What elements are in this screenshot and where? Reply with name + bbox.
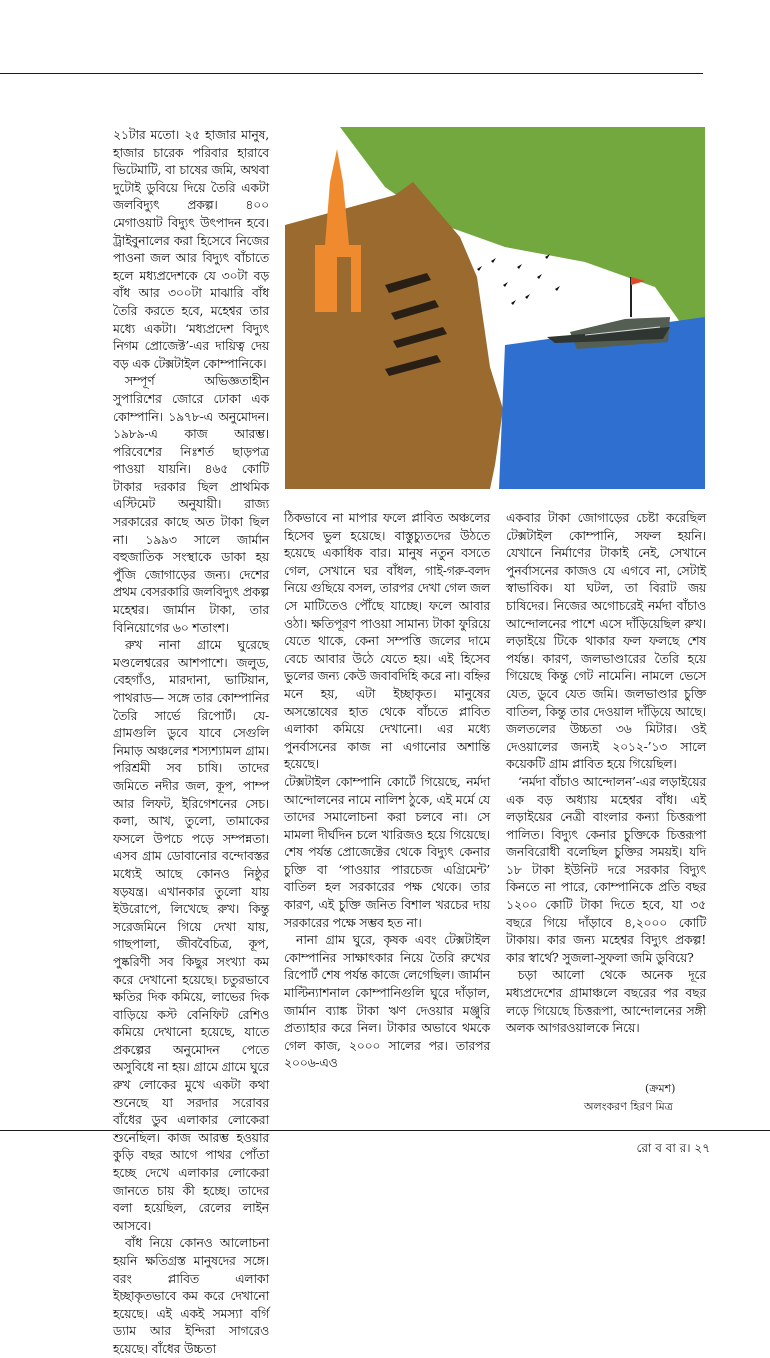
boat-icon	[547, 277, 670, 349]
paragraph: একবার টাকা জোগাড়ের চেষ্টা করেছিল টেক্সটাইল কোম্পানি, সফল হয়নি। যেখানে নির্মাণের টাকাই নেই, সেখানে পুনর্বাসনের কাজও যে এগবে না, সেটাই স্বাভাবিক। যা ঘটল, তা বিরাট জয় চাষিদের। নিজের অগোচরেই নর্মদা বাঁচাও আন্দোলনের পাশে এসে দাঁড়িয়েছিল রুখ। লড়াইয়ে টিকে থাকার ফল ফলছে শেষ পর্যন্ত। কারণ, জলভাণ্ডারের তৈরি হয়ে গিয়েছে কিন্তু গেট নামেনি। নামলে ভেসে যেত, ডুবে যেত জমি। জলভাণ্ডার চুক্তি বাতিল, কিন্তু তার দেওয়াল দাঁড়িয়ে আছে। জলতলের উচ্চতা ৩৬ মিটার। ওই দেওয়ালের জন্যই ২০১২-’১৩ সালে কয়েকটি গ্রাম প্লাবিত হয়ে গিয়েছিল।	[506, 510, 706, 772]
page-folio: রো ব বা র। ২৭	[636, 1141, 710, 1155]
paragraph: রুখ নানা গ্রামে ঘুরেছে মণ্ডলেশ্বরের আশপাশে। জলুড, বেহগাঁও, মারদানা, ভাটিয়ান, পাথরাড— সঙ্গে তার কোম্পানির তৈরি সার্ভে রিপোর্ট। যে-গ্রামগুলি ডুবে যাবে সেগুলি নিমাড় অঞ্চলের শস্যশ্যামল গ্রাম। পরিশ্রমী সব চাষি। তাদের জমিতে নদীর জল, কূপ, পাম্প আর লিফট, ইরিগেশনের সেচ। কলা, আখ, তুলো, তামাকের ফসলে উপচে পড়ে সম্পন্নতা। এসব গ্রাম ডোবানোর বন্দোবস্তর মধ্যেই আছে কোনও নিষ্ঠুর ষড়যন্ত্র। এখানকার তুলো যায় ইউরোপে, লিখেছে রুখ। কিন্তু সরেজমিনে গিয়ে দেখা যায়, গাছপালা, জীববৈচিত্র, কূপ, পুষ্করিণী সব কিছুর সংখ্যা কম করে দেখানো হয়েছে। চতুরভাবে ক্ষতির দিক কমিয়ে, লাভের দিক বাড়িয়ে কস্ট বেনিফিট রেশিও কমিয়ে দেখানো হয়েছে, যাতে প্রকল্পের অনুমোদন পেতে অসুবিধে না হয়। গ্রামে গ্রামে ঘুরে রুখ লোকের মুখে একটা কথা শুনেছে যা সরদার সরোবর বাঁধের ডুব এলাকার লোকেরা শুনেছিল। কাজ আরম্ভ হওয়ার কুড়ি বছর আগে পাথর পোঁতা হচ্ছে দেখে এলাকার লোকেরা জানতে চায় কী হচ্ছে। তাদের বলা হয়েছিল, রেলের লাইন আসবে।	[113, 637, 269, 1233]
birds-icon	[477, 254, 560, 305]
to-be-continued-note: (ক্রমশ)	[645, 1082, 676, 1095]
paragraph: ‘নর্মদা বাঁচাও আন্দোলন’-এর লড়াইয়ের এক বড় অধ্যায় মহেশ্বর বাঁধ। এই লড়াইয়ের নেত্রী বাংলার কন্যা চিত্তরূপা পালিত। বিদ্যুৎ কেনার চুক্তিকে চিত্তরূপা জনবিরোধী বলেছিল চুক্তির সময়ই। যদি ১৮ টাকা ইউনিট দরে সরকার বিদ্যুৎ কিনতে না পারে, কোম্পানিকে প্রতি বছর ১২০০ কোটি টাকা দিতে হবে, যা ৩৫ বছরে গিয়ে দাঁড়াবে ৪,২০০০ কোটি টাকায়। কার জন্য মহেশ্বর বিদ্যুৎ প্রকল্প! কার স্বার্থে? সুজলা-সুফলা জমি ডুবিয়ে?	[506, 773, 706, 965]
paragraph: বাঁধ নিয়ে কোনও আলোচনা হয়নি ক্ষতিগ্রস্ত মানুষদের সঙ্গে। বরং প্লাবিত এলাকা ইচ্ছাকৃতভাবে কম করে দেখানো হয়েছে। এই একই সমস্যা বর্গি ড্যাম আর ইন্দিরা সাগরেও হয়েছে। বাঁধের উচ্চতা	[113, 1235, 269, 1356]
article-column-1	[113, 126, 269, 1356]
illustrator-credit: অলংকরণ হিরণ মিত্র	[584, 1100, 673, 1113]
paragraph: নানা গ্রাম ঘুরে, কৃষক এবং টেক্সটাইল কোম্পানির সাক্ষাৎকার নিয়ে তৈরি রুখের রিপোর্ট শেষ পর্যন্ত কাজে লেগেছিল। জার্মান মাল্টিন্যাশনাল কোম্পানিগুলি ঘুরে দাঁড়াল, জার্মান ব্যাঙ্ক টাকা ঋণ দেওয়ার মঞ্জুরি প্রত্যাহার করে নিল। টাকার অভাবে থমকে গেল কাজ, ২০০০ সালের পর। তারপর ২০০৬-এও	[284, 932, 490, 1071]
top-rule	[0, 73, 703, 74]
paragraph: চড়া আলো থেকে অনেক দূরে মধ্যপ্রদেশের গ্রামাঞ্চলে বছরের পর বছর লড়ে গিয়েছে চিত্তরূপা, আন্দোলনের সঙ্গী অলক আগরওয়ালকে নিয়ে।	[506, 967, 706, 1036]
article-column-3	[506, 509, 706, 1079]
paragraph: ঠিকভাবে না মাপার ফলে প্লাবিত অঞ্চলের হিসেব ভুল হয়েছে। বাস্তুচ্যুতদের উঠতে হয়েছে একাধিক বার। মানুষ নতুন বসতে গেল, সেখানে ঘর বাঁধল, গাই-গরু-বলদ নিয়ে গুছিয়ে বসল, তারপর দেখা গেল জল সে মাটিতেও পৌঁছে যাচ্ছে। ফলে আবার ওঠা। ক্ষতিপূরণ পাওয়া সামান্য টাকা ফুরিয়ে যেতে থাকে, কেনা সম্পত্তি জলের দামে বেচে আবার উঠে যেতে হয়। এই হিসেব ভুলের জন্য কেউ জবাবদিহি করে না। বহ্নির মনে হয়, এটা ইচ্ছাকৃত। মানুষের অসন্তোষের হাত থেকে বাঁচতে প্লাবিত এলাকা কমিয়ে দেখানো। এর মধ্যে পুনর্বাসনের কাজ না এগানোর অশান্তি হয়েছে।	[284, 510, 490, 772]
article-column-2	[284, 509, 490, 1129]
paragraph: টেক্সটাইল কোম্পানি কোর্টে গিয়েছে, নর্মদা আন্দোলনের নামে নালিশ ঠুকে, এই মর্মে যে তাদের সমালোচনা করা চলবে না। সে মামলা দীর্ঘদিন চলে খারিজও হয়ে গিয়েছে। শেষ পর্যন্ত প্রোজেক্টের থেকে বিদ্যুৎ কেনার চুক্তি বা ‘পাওয়ার পারচেজ এগ্রিমেন্ট’ বাতিল হল সরকারের পক্ষ থেকে। তার কারণ, এই চুক্তি জনিত বিশাল খরচের দায় সরকারের পক্ষে সম্ভব হত না।	[284, 773, 490, 930]
paragraph: সম্পূর্ণ অভিজ্ঞতাহীন সুপারিশের জোরে ঢোকা এক কোম্পানি। ১৯৭৮-এ অনুমোদন। ১৯৮৯-এ কাজ আরম্ভ। পরিবেশের নিঃশর্ত ছাড়পত্র পাওয়া যায়নি। ৪৬৫ কোটি টাকার দরকার ছিল প্রাথমিক এস্টিমেট অনুযায়ী। রাজ্য সরকারের কাছে অত টাকা ছিল না। ১৯৯৩ সালে জার্মান বহুজাতিক সংস্থাকে ডাকা হয় পুঁজি জোগাড়ের জন্য। দেশের প্রথম বেসরকারি জলবিদ্যুৎ প্রকল্প মহেশ্বর। জার্মান টাকা, তার বিনিয়োগের ৬০ শতাংশ।	[113, 373, 269, 635]
paragraph: ২১টার মতো। ২৫ হাজার মানুষ, হাজার চারেক পরিবার হারাবে ভিটেমাটি, বা চাষের জমি, অথবা দুটোই ডুবিয়ে দিয়ে তৈরি একটা জলবিদ্যুৎ প্রকল্প। ৪০০ মেগাওয়াট বিদ্যুৎ উৎপাদন হবে। ট্রাইবুনালের করা হিসেবে নিজের পাওনা জল আর বিদ্যুৎ বাঁচাতে হলে মধ্যপ্রদেশকে যে ৩০টা বড় বাঁধ আর ৩০০টা মাঝারি বাঁধ তৈরি করতে হবে, মহেশ্বর তার মধ্যে একটা। ‘মধ্যপ্রদেশ বিদ্যুৎ নিগম প্রোজেক্ট’-এর দায়িত্ব দেয় বড় এক টেক্সটাইল কোম্পানিকে।	[113, 127, 269, 371]
collage-illustration	[285, 127, 705, 489]
